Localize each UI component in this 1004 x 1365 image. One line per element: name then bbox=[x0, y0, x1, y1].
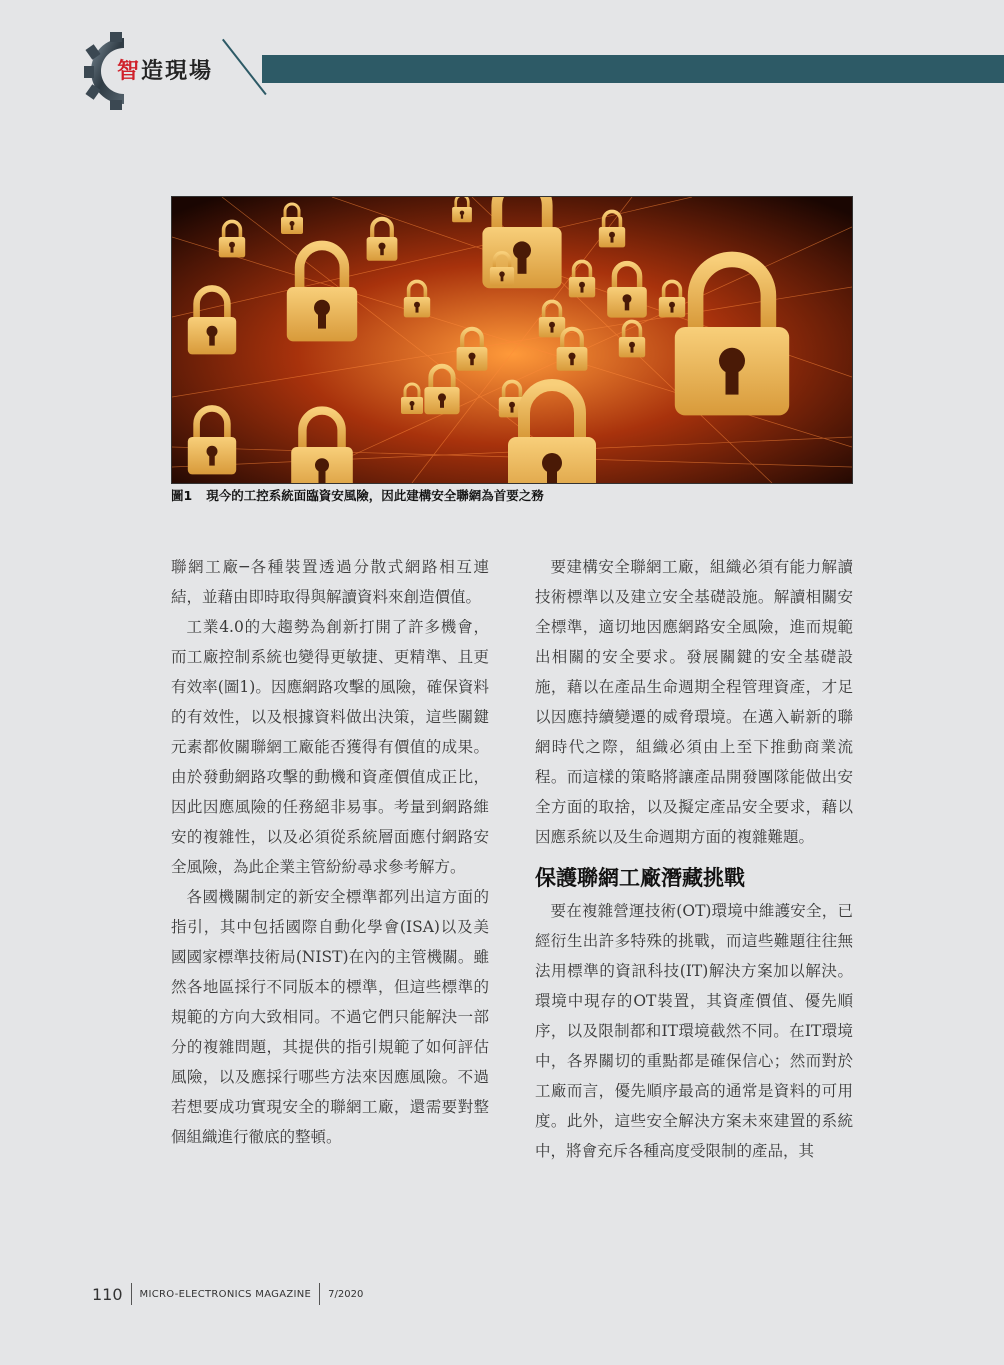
page-header bbox=[0, 0, 1004, 120]
magazine-name: MICRO-ELECTRONICS MAGAZINE bbox=[139, 1288, 312, 1300]
body-paragraph: 工業4.0的大趨勢為創新打開了許多機會，而工廠控制系統也變得更敏捷、更精準、且更有效率(圖1)。因應網路攻擊的風險，確保資料的有效性，以及根據資料做出決策，這些關鍵元素都攸關聯網工廠能否獲得有價值的成果。由於發動網路攻擊的動機和資產價值成正比，因此因應風險的任務絕非易事。考量到網路維安的複雜性，以及必須從系統層面應付網路安全風險，為此企業主管紛紛尋求參考解方。 bbox=[171, 618, 489, 876]
section-label bbox=[117, 54, 213, 85]
section-heading: 保護聯網工廠潛藏挑戰 bbox=[535, 866, 745, 890]
footer-separator bbox=[131, 1283, 132, 1305]
figure-image bbox=[171, 196, 853, 484]
figure-caption bbox=[171, 486, 871, 504]
left-column bbox=[171, 552, 489, 1152]
body-paragraph: 各國機關制定的新安全標準都列出這方面的指引，其中包括國際自動化學會(ISA)以及美國國家標準技術局(NIST)在內的主管機關。雖然各地區採行不同版本的標準，但這些標準的規範的方向大致相同。不過它們只能解決一部分的複雜問題，其提供的指引規範了如何評估風險，以及應採行哪些方法來因應風險。不過若想要成功實現安全的聯網工廠，還需要對整個組織進行徹底的整頓。 bbox=[171, 888, 489, 1146]
section-label-accent: 智 bbox=[117, 59, 142, 84]
issue-date: 7/2020 bbox=[328, 1288, 364, 1300]
page-number: 110 bbox=[92, 1284, 123, 1304]
body-paragraph: 聯網工廠─各種裝置透過分散式網路相互連結，並藉由即時取得與解讀資料來創造價值。 bbox=[171, 558, 489, 606]
body-paragraph: 要在複雜營運技術(OT)環境中維護安全，已經衍生出許多特殊的挑戰，而這些難題往往無法用標準的資訊科技(IT)解決方案加以解決。環境中現存的OT裝置，其資產價值、優先順序，以及限制都和IT環境截然不同。在IT環境中，各界關切的重點都是確保信心；然而對於工廠而言，優先順序最高的通常是資料的可用度。此外，這些安全解決方案未來建置的系統中，將會充斥各種高度受限制的產品，其 bbox=[535, 902, 853, 1160]
page-footer bbox=[92, 1283, 363, 1305]
section-label-rest: 造現場 bbox=[141, 59, 214, 84]
padlock-network-image bbox=[172, 197, 852, 483]
footer-separator bbox=[319, 1283, 320, 1305]
body-paragraph: 要建構安全聯網工廠，組織必須有能力解讀技術標準以及建立安全基礎設施。解讀相關安全標準，適切地因應網路安全風險，進而規範出相關的安全要求。發展關鍵的安全基礎設施，藉以在產品生命週期全程管理資產，才足以因應持續變遷的威脅環境。在邁入嶄新的聯網時代之際，組織必須由上至下推動商業流程。而這樣的策略將讓產品開發團隊能做出安全方面的取捨，以及擬定產品安全要求，藉以因應系統以及生命週期方面的複雜難題。 bbox=[535, 558, 853, 846]
right-column bbox=[535, 552, 853, 1166]
header-bar bbox=[262, 55, 1004, 83]
header-divider-line bbox=[222, 39, 267, 95]
figure-caption-number: 圖1 bbox=[171, 488, 193, 503]
figure-caption-text: 現今的工控系統面臨資安風險，因此建構安全聯網為首要之務 bbox=[206, 488, 544, 503]
